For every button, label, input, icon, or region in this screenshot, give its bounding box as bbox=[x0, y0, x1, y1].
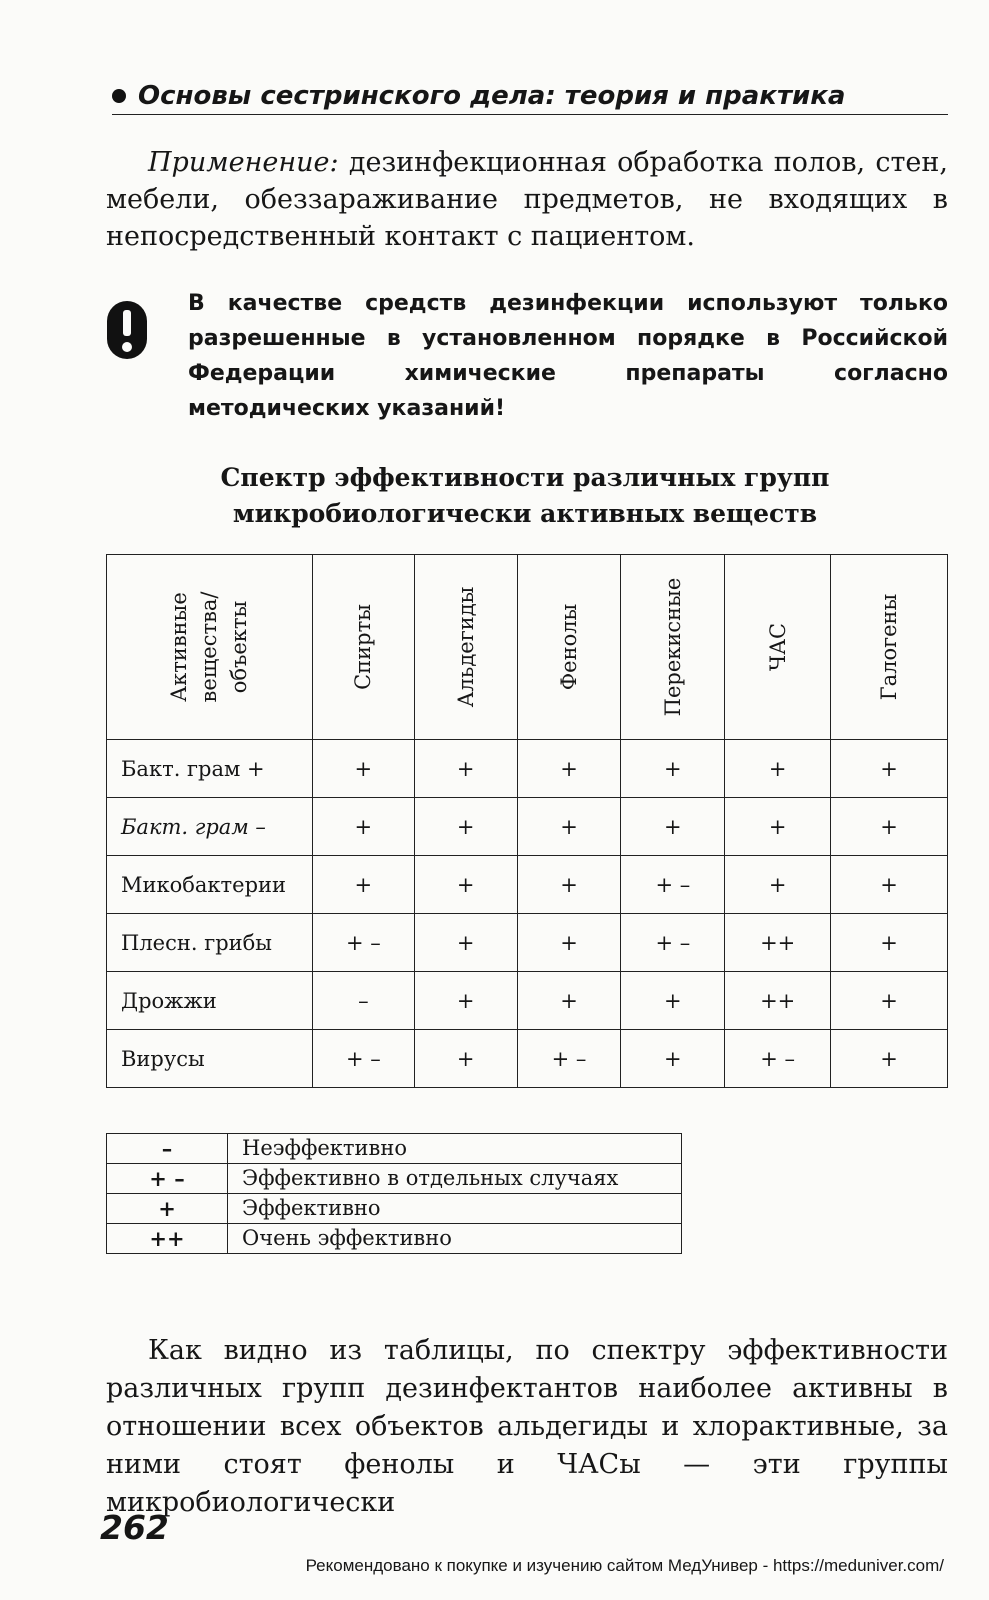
table-cell: + bbox=[312, 856, 414, 914]
column-header-label: Фенолы bbox=[557, 603, 581, 691]
legend-text: Эффективно в отдельных случаях bbox=[228, 1164, 682, 1194]
table-cell: + bbox=[517, 740, 621, 798]
table-cell: + bbox=[517, 914, 621, 972]
table-title-line-2: микробиологически активных веществ bbox=[232, 499, 818, 528]
legend-row bbox=[107, 1194, 682, 1224]
table-cell: + bbox=[517, 972, 621, 1030]
table-cell: + bbox=[621, 972, 725, 1030]
table-cell: + bbox=[414, 798, 517, 856]
table-cell: + bbox=[831, 972, 948, 1030]
table-cell: + bbox=[725, 740, 831, 798]
row-label: Бакт. грам – bbox=[107, 798, 313, 856]
row-label: Плесн. грибы bbox=[107, 914, 313, 972]
table-header-row bbox=[107, 555, 948, 740]
legend-symbol: + – bbox=[107, 1164, 228, 1194]
row-label: Вирусы bbox=[107, 1030, 313, 1088]
table-cell: + bbox=[831, 856, 948, 914]
table-cell: + bbox=[414, 1030, 517, 1088]
table-cell: + bbox=[621, 740, 725, 798]
table-row bbox=[107, 914, 948, 972]
table-cell: + bbox=[831, 1030, 948, 1088]
header-title: Основы сестринского дела: теория и практика bbox=[138, 81, 846, 111]
legend-text: Очень эффективно bbox=[228, 1224, 682, 1254]
legend-row bbox=[107, 1164, 682, 1194]
row-label: Дрожжи bbox=[107, 972, 313, 1030]
column-header bbox=[312, 555, 414, 740]
table-cell: + bbox=[312, 740, 414, 798]
legend-symbol: ++ bbox=[107, 1224, 228, 1254]
footer-credit: Рекомендовано к покупке и изучению сайтом МедУнивер - https://meduniver.com/ bbox=[305, 1556, 944, 1575]
column-header bbox=[107, 555, 313, 740]
legend-text: Эффективно bbox=[228, 1194, 682, 1224]
table-cell: + – bbox=[621, 856, 725, 914]
column-header bbox=[414, 555, 517, 740]
table-cell: + bbox=[414, 740, 517, 798]
row-label: Бакт. грам + bbox=[107, 740, 313, 798]
legend-symbol: – bbox=[107, 1134, 228, 1164]
table-cell: + bbox=[831, 798, 948, 856]
table-cell: + bbox=[517, 798, 621, 856]
column-header-label: Активные вещества/ объекты bbox=[167, 591, 252, 703]
table-row bbox=[107, 1030, 948, 1088]
table-cell: + bbox=[831, 914, 948, 972]
running-header bbox=[112, 78, 948, 115]
table-cell: + – bbox=[517, 1030, 621, 1088]
column-header-label: ЧАС bbox=[765, 622, 790, 672]
intro-paragraph bbox=[106, 144, 948, 255]
table-title-line-1: Спектр эффективности различных групп bbox=[220, 463, 830, 492]
table-cell: + bbox=[725, 856, 831, 914]
column-header bbox=[725, 555, 831, 740]
column-header bbox=[517, 555, 621, 740]
table-row bbox=[107, 856, 948, 914]
table-cell: + bbox=[414, 914, 517, 972]
table-cell: + bbox=[414, 972, 517, 1030]
bullet-icon bbox=[112, 89, 126, 103]
column-header-label: Перекисные bbox=[660, 577, 685, 717]
page-number: 262 bbox=[100, 1508, 169, 1547]
table-cell: + – bbox=[725, 1030, 831, 1088]
legend-text: Неэффективно bbox=[228, 1134, 682, 1164]
table-row bbox=[107, 798, 948, 856]
table-cell: + – bbox=[621, 914, 725, 972]
column-header bbox=[621, 555, 725, 740]
column-header-label: Спирты bbox=[351, 604, 376, 690]
warning-text: В качестве средств дезинфекции используют только разрешенные в установленном порядке в Российской Федерации химические препараты согласно методических указаний! bbox=[188, 291, 948, 421]
conclusion-paragraph bbox=[106, 1332, 948, 1522]
table-cell: – bbox=[312, 972, 414, 1030]
column-header-label: Альдегиды bbox=[453, 586, 478, 708]
table-row bbox=[107, 972, 948, 1030]
legend-symbol: + bbox=[107, 1194, 228, 1224]
legend-table bbox=[106, 1133, 682, 1254]
legend-row bbox=[107, 1134, 682, 1164]
table-cell: + bbox=[621, 798, 725, 856]
column-header-label: Галогены bbox=[877, 593, 902, 701]
spectrum-table bbox=[106, 554, 948, 1088]
table-cell: ++ bbox=[725, 914, 831, 972]
column-header bbox=[831, 555, 948, 740]
table-title bbox=[150, 460, 900, 532]
table-cell: + bbox=[517, 856, 621, 914]
table-cell: + – bbox=[312, 1030, 414, 1088]
row-label: Микобактерии bbox=[107, 856, 313, 914]
table-row bbox=[107, 740, 948, 798]
table-cell: + bbox=[414, 856, 517, 914]
table-cell: + – bbox=[312, 914, 414, 972]
table-cell: + bbox=[312, 798, 414, 856]
table-cell: + bbox=[831, 740, 948, 798]
legend-row bbox=[107, 1224, 682, 1254]
table-cell: + bbox=[621, 1030, 725, 1088]
conclusion-text: Как видно из таблицы, по спектру эффективности различных групп дезинфектантов наиболее активны в отношении всех объектов альдегиды и хлорактивные, за ними стоят фенолы и ЧАСы — эти группы микробиологически bbox=[106, 1335, 948, 1518]
exclamation-icon bbox=[104, 298, 150, 362]
intro-lead: Применение: bbox=[148, 147, 339, 178]
table-cell: + bbox=[725, 798, 831, 856]
table-cell: ++ bbox=[725, 972, 831, 1030]
intro-text: дезинфекционная обработка полов, стен, мебели, обеззараживание предметов, не входящих в непосредственный контакт с пациентом. bbox=[106, 147, 948, 252]
